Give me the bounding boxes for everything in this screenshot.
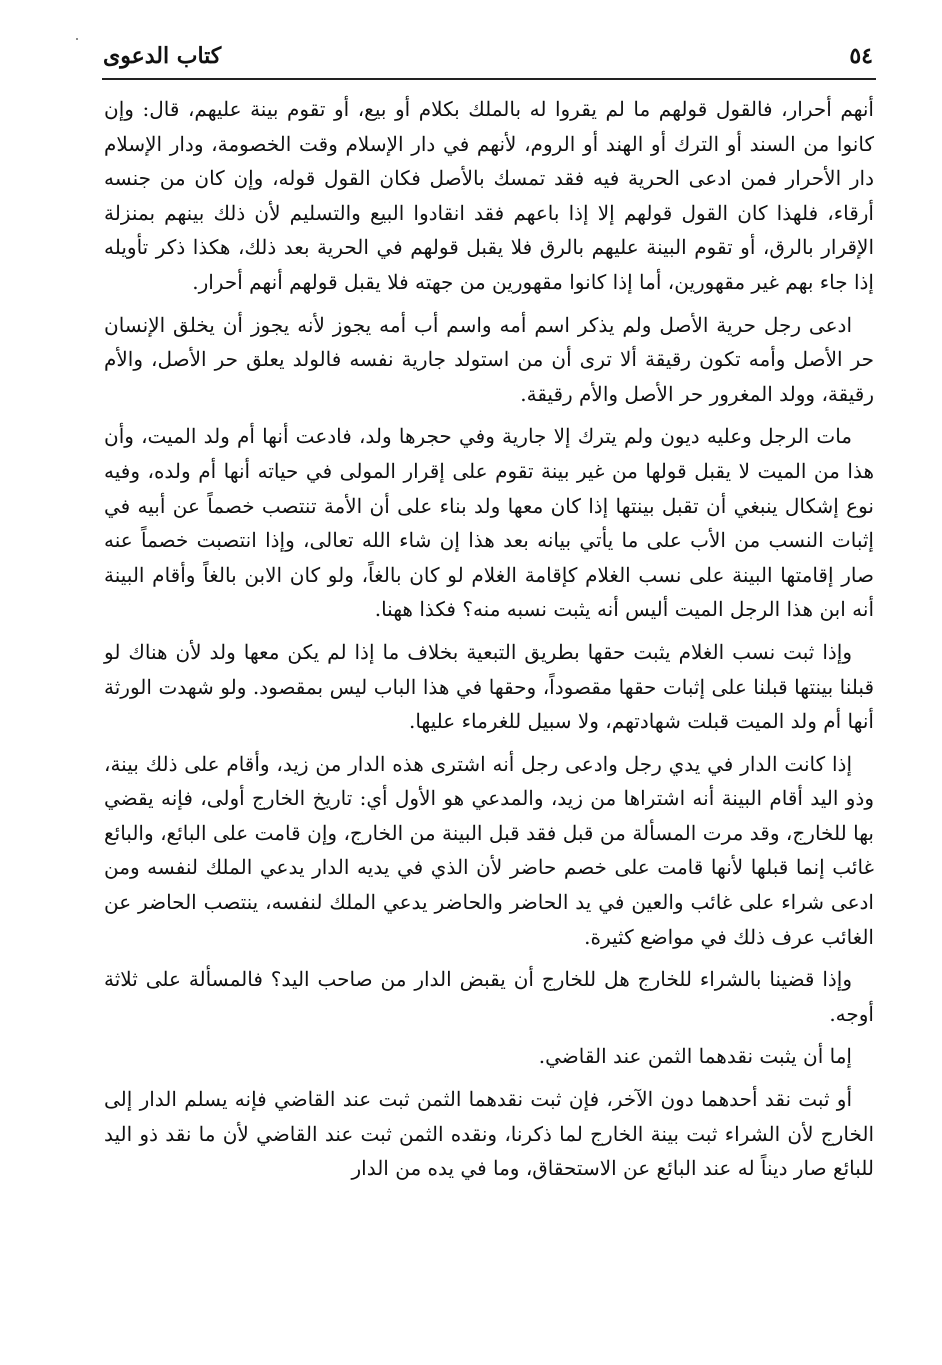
paragraph: وإذا قضينا بالشراء للخارج هل للخارج أن يقبض الدار من صاحب اليد؟ فالمسألة على ثلاثة أوجه. xyxy=(104,967,874,1026)
paragraph: وإذا ثبت نسب الغلام يثبت حقها بطريق التبعية بخلاف ما إذا لم يكن معها ولد لأن هناك لو قبلنا بينتها قبلنا على إثبات حقها مقصوداً، وحقها في هذا الباب ليس بمقصود. ولو شهدت الورثة أنها أم ولد الميت قبلت شهادتهم، ولا سبيل للغرماء عليها. xyxy=(104,639,874,734)
paragraph: إذا كانت الدار في يدي رجل وادعى رجل أنه اشترى هذه الدار من زيد، وأقام على ذلك بينة، وذو اليد أقام البينة أنه اشتراها من زيد، والمدعي هو الأول أي: تاريخ الخارج أولى، فإنه يقضي بها للخارج، وقد مرت المسألة من قبل فقد قبل البينة من الخارج، وإن قامت على البائع، والبائع غائب إنما قبلها لأنها قامت على خصم حاضر لأن الذي في يديه الدار يدعي الملك لنفسه ومن ادعى شراء على غائب والعين في يد الحاضر والحاضر يدعي الملك لنفسه، ينتصب الحاضر عن الغائب عرف ذلك في مواضع كثيرة. xyxy=(104,751,874,949)
main-text xyxy=(104,92,874,1194)
header-rule xyxy=(102,78,876,80)
paragraph: أو ثبت نقد أحدهما دون الآخر، فإن ثبت نقدهما الثمن ثبت عند القاضي فإنه يسلم الدار إلى الخارج لأن الشراء ثبت بينة الخارج لما ذكرنا، ونقده الثمن ثبت عند القاضي لأن ما نقد ذو اليد للبائع صار ديناً له عند البائع عن الاستحقاق، وما في يده من الدار xyxy=(104,1087,874,1181)
paragraph: مات الرجل وعليه ديون ولم يترك إلا جارية وفي حجرها ولد، فادعت أنها أم ولد الميت، وأن هذا من الميت لا يقبل قولها من غير بينة تقوم على إقرار المولى في حياته أنها أم ولده، وفيه نوع إشكال ينبغي أن تقبل بينتها إذا كان معها ولد بناء على أن الأمة تنتصب خصماً عن أبيه في إثبات النسب من الأب على ما يأتي بيانه بعد هذا إن شاء الله تعالى، وإذا انتصبت خصماً عنه صار إقامتها البينة على نسب الغلام كإقامة الغلام لو كان بالغاً، ولو كان الابن بالغاً وأقام البينة أنه ابن هذا الرجل الميت أليس أنه يثبت نسبه منه؟ فكذا ههنا. xyxy=(104,424,874,622)
running-title: كتاب الدعوى xyxy=(103,43,222,69)
scan-speck xyxy=(76,38,78,40)
paragraph: إما أن يثبت نقدهما الثمن عند القاضي. xyxy=(538,1044,852,1069)
paragraph: أنهم أحرار، فالقول قولهم ما لم يقروا له بالملك بكلام أو بيع، أو تقوم بينة عليهم، قال: وإن كانوا من السند أو الترك أو الهند أو الروم، لأنهم في دار الإسلام وقت الخصومة، ودار الإسلام دار الأحرار فمن ادعى الحرية فيه فقد تمسك بالأصل فكان القول قوله، وإن كان من جنسه أرقاء، فلهذا كان القول قولهم إلا إذا باعهم فقد انقادوا البيع والتسليم لأن ذلك بينهم بمنزلة الإقرار بالرق، أو تقوم البينة عليهم بالرق فلا يقبل قولهم في الحرية بعد ذلك، هكذا ذكر تأويله إذا جاء بهم غير مقهورين، أما إذا كانوا مقهورين من جهته فلا يقبل قولهم أنهم أحرار. xyxy=(104,97,874,294)
paragraph: ادعى رجل حرية الأصل ولم يذكر اسم أمه واسم أب أمه يجوز لأنه يجوز أن يخلق الإنسان حر الأصل وأمه تكون رقيقة ألا ترى أن من استولد جارية نفسه فالولد يعلق حر الأصل، والأم رقيقة، وولد المغرور حر الأصل والأم رقيقة. xyxy=(104,312,874,406)
page-number: ٥٤ xyxy=(849,43,873,69)
page-header xyxy=(103,36,873,76)
